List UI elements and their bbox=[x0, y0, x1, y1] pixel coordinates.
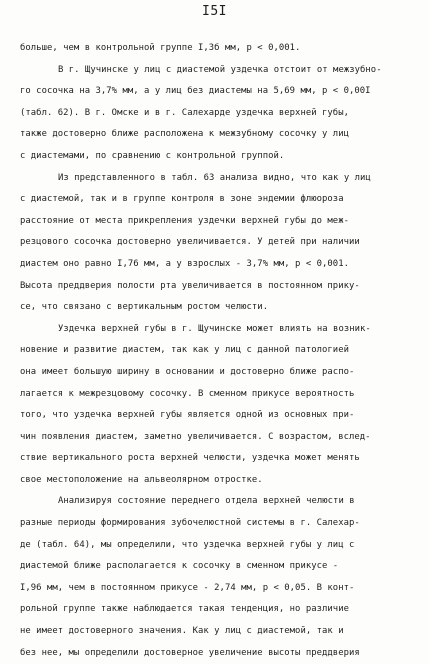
text-line: расстояние от места прикрепления уздечки верхней губы до меж- bbox=[20, 215, 349, 226]
text-line: больше, чем в контрольной группе I,3б мм, р < 0,001. bbox=[20, 43, 301, 53]
text-line: де (табл. 64), мы определили, что уздечка верхней губы у лиц с bbox=[20, 539, 355, 550]
text-line: разные периоды формирования зубочелюстной системы в г. Салехар- bbox=[20, 518, 360, 529]
text-line: с диастемами, по сравнению с контрольной группой. bbox=[20, 150, 285, 161]
text-line: Анализируя состояние переднего отдела верхней челюсти в bbox=[58, 496, 355, 507]
text-line: с диастемой, так и в группе контроля в зоне эндемии флюороза bbox=[20, 194, 344, 205]
text-line: без нее, мы определили достоверное увеличение высоты преддверия bbox=[20, 647, 360, 658]
text-line: новение и развитие диастем, так как у лиц с данной патологией bbox=[20, 345, 349, 356]
text-line: свое местоположение на альвеолярном отростке. bbox=[20, 474, 263, 485]
text-line: Уздечка верхней губы в г. Щучинске может влиять на возник- bbox=[58, 323, 371, 334]
text-line: чин появления диастем, заметно увеличивается. С возрастом, вслед- bbox=[20, 431, 371, 442]
text-line: Высота преддверия полости рта увеличивается в постоянном прику- bbox=[20, 280, 360, 291]
text-line: она имеет большую ширину в основании и достоверно ближе распо- bbox=[20, 366, 355, 377]
text-line: лагается к межрезцовому сосочку. В сменном прикусе вероятность bbox=[20, 388, 355, 399]
text-line: того, что уздечка верхней губы является одной из основных при- bbox=[20, 410, 355, 421]
text-line: (табл. 62). В г. Омске и в г. Салехарде уздечка верхней губы, bbox=[20, 107, 349, 118]
text-line: В г. Щучинске у лиц с диастемой уздечка отстоит от межзубно- bbox=[58, 64, 382, 75]
text-line: ствие вертикального роста верхней челюсти, уздечка может менять bbox=[20, 453, 360, 464]
text-line: не имеет достоверного значения. Как у лиц с диастемой, так и bbox=[20, 626, 344, 637]
text-line: также достоверно ближе расположена к межзубному сосочку у лиц bbox=[20, 129, 349, 140]
text-line: Из представленного в табл. 63 анализа видно, что как у лиц bbox=[58, 172, 371, 183]
text-line: I,96 мм, чем в постоянном прикусе - 2,74 мм, р < 0,05. В конт- bbox=[20, 582, 355, 593]
text-line: диастем оно равно I,76 мм, а у взрослых - 3,7% мм, р < 0,001. bbox=[20, 258, 349, 269]
page-number: I5I bbox=[202, 4, 227, 19]
body-text bbox=[20, 38, 415, 664]
text-line: резцового сосочка достоверно увеличивается. У детей при наличии bbox=[20, 237, 360, 248]
text-line: го сосочка на 3,7% мм, а у лиц без диастемы на 5,69 мм, р < 0,00I bbox=[20, 86, 371, 97]
text-line: диастемой ближе располагается к сосочку в сменном прикусе - bbox=[20, 561, 339, 572]
text-line: рольной группе также наблюдается такая тенденция, но различие bbox=[20, 604, 349, 615]
text-line: се, что связано с вертикальным ростом челюсти. bbox=[20, 302, 269, 313]
